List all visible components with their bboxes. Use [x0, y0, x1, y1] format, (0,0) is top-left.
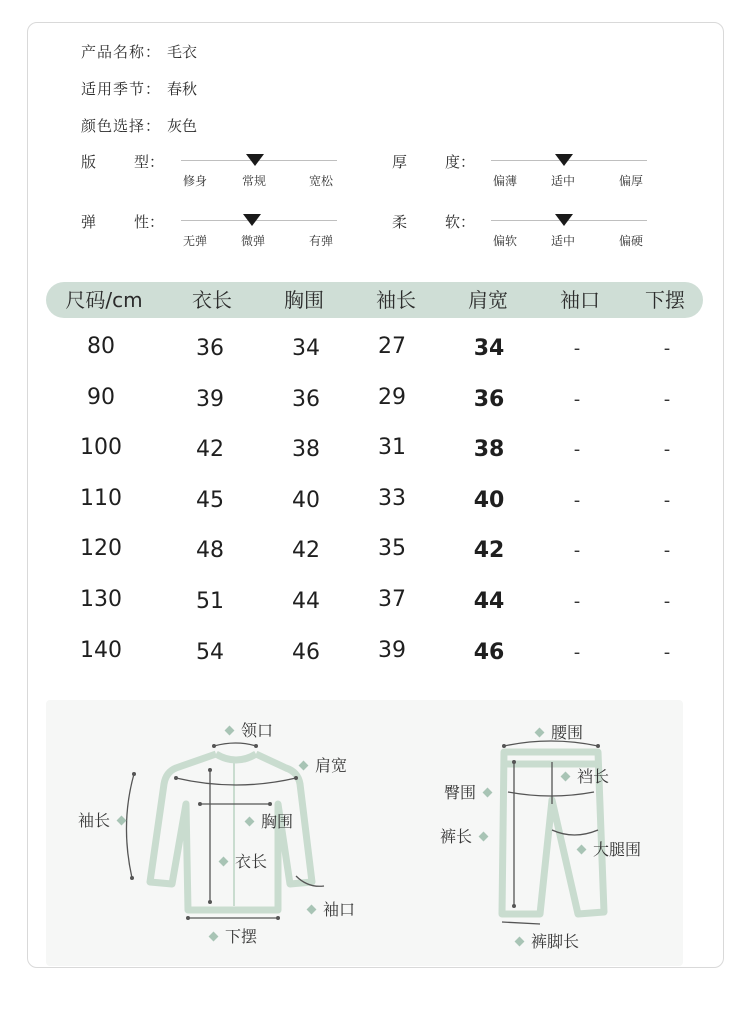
table-cell: 51: [196, 589, 224, 614]
thickness-label-char: 厚: [392, 153, 408, 171]
table-cell: -: [573, 388, 581, 410]
elastic-option-none: 无弹: [183, 234, 208, 248]
table-cell: 54: [196, 639, 224, 665]
table-cell: 36: [473, 386, 505, 412]
measurement-arrows: [126, 741, 598, 924]
softness-label: [392, 211, 475, 232]
fit-option-loose: 宽松: [309, 174, 334, 188]
table-cell: -: [573, 489, 581, 511]
thickness-scale-marker: [555, 154, 573, 166]
table-row: [0, 486, 750, 526]
table-cell: -: [663, 540, 671, 562]
softness-scale: [491, 213, 647, 253]
table-cell: 40: [292, 487, 320, 513]
label-length: [220, 849, 267, 872]
fit-label-rest: 型：: [134, 153, 165, 171]
table-cell: -: [663, 338, 671, 359]
table-cell: 38: [292, 437, 320, 463]
table-row: [0, 638, 750, 678]
table-cell: 100: [80, 435, 122, 461]
garment-illustration: [46, 700, 683, 966]
label-chest: [246, 809, 293, 832]
diamond-icon: [515, 937, 525, 947]
diamond-icon: [561, 772, 571, 782]
header-size: 尺码/cm: [65, 288, 143, 312]
table-cell: 37: [378, 587, 406, 612]
diamond-icon: [299, 761, 309, 771]
diamond-icon: [483, 788, 493, 798]
elastic-label: [81, 211, 164, 232]
label-thigh: [578, 837, 641, 860]
table-cell: -: [663, 439, 671, 461]
product-name-line: [81, 41, 197, 62]
diamond-icon: [225, 726, 235, 736]
softness-option-medium: 适中: [551, 234, 576, 248]
size-table-header-labels: [0, 282, 750, 318]
label-pants-length-text: 裤长: [440, 827, 473, 846]
label-chest-text: 胸围: [261, 812, 294, 831]
label-leg-opening: [516, 929, 579, 952]
elastic-option-stretchy: 有弹: [309, 234, 334, 248]
label-shoulder-text: 肩宽: [315, 756, 348, 775]
table-cell: 46: [473, 639, 505, 665]
label-waist: [536, 720, 583, 743]
diamond-icon: [307, 905, 317, 915]
elastic-scale: [181, 213, 337, 253]
table-cell: -: [573, 540, 581, 562]
label-pants-length: [440, 824, 487, 847]
label-hip: [444, 780, 491, 803]
elastic-option-slight: 微弹: [241, 234, 266, 248]
label-sleeve: [78, 808, 125, 831]
thickness-label: [392, 151, 475, 172]
table-cell: 29: [378, 384, 406, 410]
elastic-label-rest: 性：: [134, 213, 165, 231]
header-hem: 下摆: [645, 288, 685, 312]
table-row: [0, 536, 750, 576]
season-line: [81, 78, 197, 99]
table-cell: -: [573, 591, 581, 612]
table-cell: 39: [196, 386, 224, 412]
fit-option-slim: 修身: [183, 174, 208, 188]
table-cell: 27: [378, 334, 406, 359]
diamond-icon: [479, 832, 489, 842]
label-shoulder: [300, 753, 347, 776]
label-thigh-text: 大腿围: [593, 840, 642, 859]
fit-label: [81, 151, 164, 172]
elastic-scale-marker: [243, 214, 261, 226]
color-line: [81, 115, 197, 136]
table-cell: 35: [378, 536, 406, 562]
table-cell: 130: [80, 587, 122, 612]
header-shoulder: 肩宽: [468, 288, 508, 312]
thickness-scale: [491, 153, 647, 193]
table-cell: -: [573, 439, 581, 461]
table-cell: -: [663, 489, 671, 511]
label-waist-text: 腰围: [551, 723, 584, 742]
fit-scale-marker: [246, 154, 264, 166]
softness-option-hard: 偏硬: [619, 234, 644, 248]
table-cell: -: [663, 388, 671, 410]
table-cell: 80: [87, 334, 115, 359]
label-hem-text: 下摆: [225, 927, 258, 946]
thickness-option-thick: 偏厚: [619, 174, 644, 188]
label-cuff-text: 袖口: [323, 900, 356, 919]
label-collar-text: 领口: [241, 721, 274, 740]
thickness-option-thin: 偏薄: [493, 174, 518, 188]
label-sleeve-text: 袖长: [78, 811, 111, 830]
fit-option-regular: 常规: [242, 174, 267, 188]
table-cell: 48: [196, 538, 224, 564]
label-hem: [210, 924, 257, 947]
softness-label-char: 柔: [392, 213, 408, 231]
table-row: [0, 334, 750, 374]
elastic-label-char: 弹: [81, 213, 97, 231]
softness-option-soft: 偏软: [493, 234, 518, 248]
thickness-label-rest: 度：: [445, 153, 476, 171]
table-cell: 90: [87, 384, 115, 410]
table-cell: 34: [292, 336, 320, 361]
table-cell: 44: [292, 589, 320, 614]
table-cell: -: [663, 591, 671, 612]
table-cell: 42: [292, 538, 320, 564]
table-cell: 38: [473, 437, 505, 463]
measurement-diagram: [46, 700, 683, 966]
label-collar: [226, 718, 273, 741]
diamond-icon: [219, 857, 229, 867]
product-name-value: 毛衣: [167, 43, 198, 61]
table-cell: 40: [473, 487, 505, 513]
header-cuff: 袖口: [560, 288, 600, 312]
label-rise: [562, 764, 609, 787]
label-length-text: 衣长: [235, 852, 268, 871]
diamond-icon: [535, 728, 545, 738]
table-cell: 42: [473, 538, 505, 564]
table-row: [0, 385, 750, 425]
softness-scale-marker: [555, 214, 573, 226]
table-cell: 110: [80, 485, 122, 511]
season-label: 适用季节：: [81, 80, 162, 98]
table-row: [0, 435, 750, 475]
label-cuff: [308, 897, 355, 920]
season-value: 春秋: [167, 80, 198, 98]
header-sleeve: 袖长: [376, 288, 416, 312]
diamond-icon: [577, 845, 587, 855]
table-cell: -: [573, 641, 581, 663]
softness-label-rest: 软：: [445, 213, 476, 231]
diamond-icon: [117, 816, 127, 826]
table-cell: 42: [196, 437, 224, 463]
table-cell: 31: [378, 435, 406, 461]
table-cell: 34: [473, 336, 505, 361]
color-label: 颜色选择：: [81, 117, 162, 135]
table-cell: 44: [473, 589, 505, 614]
header-chest: 胸围: [284, 288, 324, 312]
diamond-icon: [245, 817, 255, 827]
color-value: 灰色: [167, 117, 198, 135]
table-cell: -: [573, 338, 581, 359]
diamond-icon: [209, 932, 219, 942]
product-name-label: 产品名称：: [81, 43, 162, 61]
table-cell: 36: [292, 386, 320, 412]
thickness-option-medium: 适中: [551, 174, 576, 188]
header-length: 衣长: [192, 288, 232, 312]
label-hip-text: 臀围: [444, 783, 477, 802]
table-cell: -: [663, 641, 671, 663]
fit-scale: [181, 153, 337, 193]
table-cell: 45: [196, 487, 224, 513]
fit-label-char: 版: [81, 153, 97, 171]
arrow-heads: [130, 744, 600, 920]
label-rise-text: 裆长: [577, 767, 610, 786]
table-cell: 36: [196, 336, 224, 361]
table-cell: 46: [292, 639, 320, 665]
table-cell: 120: [80, 536, 122, 562]
table-cell: 33: [378, 485, 406, 511]
table-cell: 140: [80, 637, 122, 663]
table-row: [0, 587, 750, 627]
label-leg-opening-text: 裤脚长: [531, 932, 580, 951]
table-cell: 39: [378, 637, 406, 663]
